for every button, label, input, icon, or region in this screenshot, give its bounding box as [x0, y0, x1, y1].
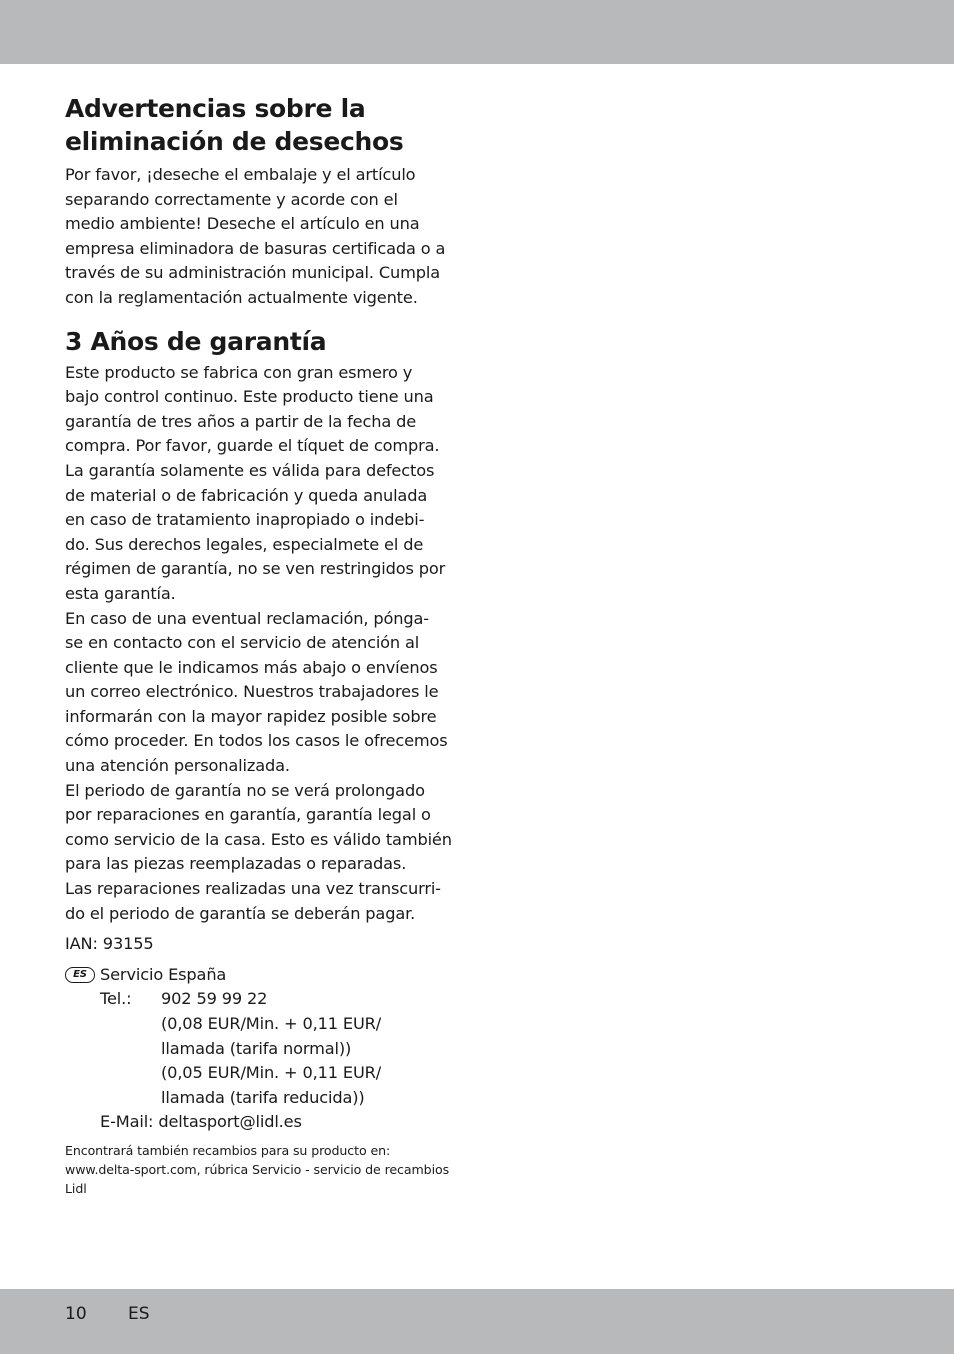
tel-rate-line: (0,08 EUR/Min. + 0,11 EUR/: [161, 1014, 382, 1033]
page-number: 10: [65, 1304, 87, 1324]
text-line: Este producto se fabrica con gran esmero y: [65, 362, 413, 382]
language-code: ES: [128, 1304, 150, 1324]
text-line: Por favor, ¡deseche el embalaje y el artículo: [65, 165, 416, 184]
text-line: través de su administración municipal. Cumpla: [65, 263, 440, 283]
text-line: un correo electrónico. Nuestros trabajadores le: [65, 682, 439, 702]
tel-rate-line: llamada (tarifa reducida)): [161, 1087, 365, 1107]
service-email[interactable]: E-Mail: deltasport@lidl.es: [100, 1112, 302, 1132]
text-line: cliente que le indicamos más abajo o envíenos: [65, 657, 438, 677]
tel-rate-line: llamada (tarifa normal)): [161, 1038, 352, 1058]
tel-rate-line: (0,05 EUR/Min. + 0,11 EUR/: [161, 1063, 382, 1083]
warranty-heading: 3 Años de garantía: [65, 326, 327, 356]
footnote-line[interactable]: www.delta-sport.com, rúbrica Servicio - servicio de recambios: [65, 1161, 450, 1177]
text-line: separando correctamente y acorde con el: [65, 189, 398, 209]
country-badge-icon: ES: [65, 967, 95, 983]
tel-label: Tel.:: [100, 989, 132, 1009]
ian-number: IAN: 93155: [65, 934, 154, 954]
disposal-paragraph: [65, 163, 465, 311]
text-line: con la reglamentación actualmente vigente.: [65, 287, 418, 307]
footnote-line: Encontrará también recambios para su producto en:: [65, 1142, 391, 1158]
warranty-paragraph: [65, 361, 465, 927]
text-line: de material o de fabricación y queda anulada: [65, 485, 428, 505]
tel-number[interactable]: 902 59 99 22: [161, 989, 268, 1009]
text-line: una atención personalizada.: [65, 756, 290, 776]
text-line: compra. Por favor, guarde el tíquet de compra.: [65, 436, 440, 456]
disposal-heading-line: eliminación de desechos: [65, 127, 404, 156]
header-band: [0, 0, 954, 64]
page-content: [65, 92, 465, 1198]
text-line: do. Sus derechos legales, especialmete el de: [65, 534, 424, 554]
service-name: Servicio España: [100, 964, 227, 984]
text-line: El periodo de garantía no se verá prolongado: [65, 780, 425, 800]
text-line: para las piezas reemplazadas o reparadas.: [65, 854, 407, 874]
text-line: En caso de una eventual reclamación, pónga-: [65, 608, 429, 628]
text-line: empresa eliminadora de basuras certificada o a: [65, 238, 446, 258]
text-line: como servicio de la casa. Esto es válido también: [65, 829, 452, 849]
text-line: cómo proceder. En todos los casos le ofrecemos: [65, 731, 448, 751]
text-line: medio ambiente! Deseche el artículo en una: [65, 214, 420, 234]
text-line: se en contacto con el servicio de atención al: [65, 633, 420, 653]
text-line: Las reparaciones realizadas una vez transcurri-: [65, 879, 441, 899]
disposal-heading: [65, 92, 465, 158]
text-line: en caso de tratamiento inapropiado o indebi-: [65, 510, 425, 530]
service-contact: [65, 963, 465, 1135]
text-line: do el periodo de garantía se deberán pagar.: [65, 903, 416, 923]
text-line: garantía de tres años a partir de la fecha de: [65, 411, 417, 431]
spare-parts-note: [65, 1141, 465, 1198]
text-line: bajo control continuo. Este producto tiene una: [65, 387, 434, 407]
text-line: esta garantía.: [65, 583, 176, 603]
footnote-line: Lidl: [65, 1180, 87, 1196]
text-line: régimen de garantía, no se ven restringidos por: [65, 559, 446, 579]
text-line: informarán con la mayor rapidez posible sobre: [65, 706, 437, 726]
disposal-heading-line: Advertencias sobre la: [65, 94, 366, 123]
text-line: por reparaciones en garantía, garantía legal o: [65, 805, 431, 825]
text-line: La garantía solamente es válida para defectos: [65, 460, 435, 480]
